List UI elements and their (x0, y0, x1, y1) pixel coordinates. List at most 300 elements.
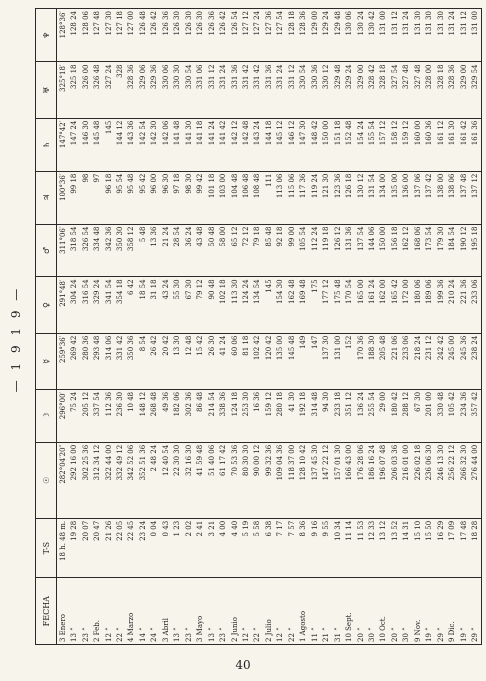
table-cell: 141 18 (194, 118, 205, 171)
table-row (172, 9, 183, 644)
table-cell: 70 53 36 (229, 442, 240, 518)
table-cell: 177 12 (320, 277, 331, 333)
table-cell: 175 48 (332, 277, 343, 333)
table-cell: 352 51 36 (137, 442, 148, 518)
table-cell: 99 42 (194, 171, 205, 224)
table-cell: 67 30 (412, 389, 423, 442)
table-cell: 12 40 54 (160, 442, 171, 518)
table-cell: 325 18 (68, 62, 79, 118)
table-cell: 154 30 (275, 277, 286, 333)
table-cell: 0 43 (160, 518, 171, 578)
table-cell: 18 54 (137, 277, 148, 333)
table-cell: 126 42 (149, 9, 160, 62)
table-cell: 147 24 (68, 118, 79, 171)
table-cell: 354 18 (114, 277, 125, 333)
table-cell: 22 ” (116, 627, 124, 642)
table-cell: 141 30 (183, 118, 194, 171)
table-cell: 15 42 (194, 333, 205, 389)
table-cell: 128 10 42 (298, 442, 309, 518)
table-cell: 13 36 (149, 224, 160, 277)
table-cell: 329 06 (137, 62, 148, 118)
table-cell: 20 42 (160, 333, 171, 389)
table-cell: 293 48 (91, 333, 102, 389)
table-row (91, 9, 102, 644)
table-cell: 108 48 (252, 171, 263, 224)
column-header-ts: T-S (36, 518, 57, 578)
table-cell: 276 44 00 (469, 442, 481, 518)
table-cell: 21 26 (103, 518, 114, 578)
table-cell: 137 42 (424, 171, 435, 224)
table-cell: 60 06 (229, 333, 240, 389)
year-header: — 1 9 1 9 — (9, 285, 23, 393)
table-cell: 168 06 (412, 224, 423, 277)
table-cell: 166 43 00 (343, 442, 354, 518)
table-cell: 129 00 (309, 9, 320, 62)
table-cell: 26 42 (149, 333, 160, 389)
table-cell: 126 36 (206, 9, 217, 62)
table-cell: 127 24 (252, 9, 263, 62)
table-cell: 105 54 (298, 224, 309, 277)
table-cell: 330 54 (298, 62, 309, 118)
table-cell: 126 18 (343, 171, 354, 224)
table-row (343, 9, 354, 644)
table-cell: 58 00 (217, 224, 228, 277)
table-cell: 160 00 (412, 118, 423, 171)
table-cell: 147°42′ (57, 118, 69, 171)
table-cell: 291°48′ (57, 277, 69, 333)
table-cell: 205 48 (378, 333, 389, 389)
table-cell: 26 30 (206, 333, 217, 389)
table-cell: 29 ” (471, 627, 480, 642)
table-cell: 141 24 (206, 118, 217, 171)
table-row (103, 9, 114, 644)
table-cell: 142 30 (149, 118, 160, 171)
table-row (401, 9, 412, 644)
table-cell: 113 30 (229, 277, 240, 333)
table-cell: 127 48 (91, 9, 102, 62)
table-cell: 269 42 (68, 333, 79, 389)
table-row (194, 9, 205, 644)
table-cell: 302 25 36 (80, 442, 91, 518)
table-row (137, 9, 148, 644)
table-cell: 314 48 (309, 389, 320, 442)
table-row (240, 9, 251, 644)
table-cell: 162 00 (378, 277, 389, 333)
table-cell: 13 ” (173, 627, 182, 642)
table-cell: 189 06 (424, 277, 435, 333)
table-cell: 233 18 (332, 389, 343, 442)
table-cell: 96 30 (160, 171, 171, 224)
table-cell: 13 52 (389, 518, 400, 578)
table-cell: 245 36 (458, 333, 469, 389)
table-cell: 130 06 (343, 9, 354, 62)
table-cell: 341 54 (103, 277, 114, 333)
table-cell: 325°18′ (57, 62, 69, 118)
table-row (412, 9, 423, 644)
table-cell: 12 48 (183, 333, 194, 389)
table-cell: 144 18 (263, 118, 274, 171)
table-cell: 350 36 (126, 333, 137, 389)
table-cell: 137 54 (355, 224, 366, 277)
table-cell: 238 24 (469, 333, 481, 389)
table-cell: 146 12 (286, 118, 297, 171)
table-cell: 216 01 00 (401, 442, 412, 518)
table-cell: 102 18 (217, 277, 228, 333)
table-cell: 43 48 (194, 224, 205, 277)
table-cell: 75 24 (68, 389, 79, 442)
table-cell: 162 12 (401, 224, 412, 277)
table-cell: 102 42 (252, 333, 263, 389)
table-cell: 328 36 (126, 62, 137, 118)
table-cell: 259°36′ (57, 333, 69, 389)
table-cell: 8 54 (137, 333, 148, 389)
table-cell: 24 ” (150, 627, 159, 642)
table-cell: 246 13 30 (435, 442, 446, 518)
table-cell: 137 45 30 (309, 442, 320, 518)
table-cell: 10 48 (126, 389, 137, 442)
table-cell: 96 00 (149, 171, 160, 224)
table-cell: 172 00 (401, 277, 412, 333)
table-cell: 131 00 (469, 9, 481, 62)
ephemeris-table-rotated (35, 8, 482, 645)
table-cell: 242 42 (435, 333, 446, 389)
table-cell: 137 06 (412, 171, 423, 224)
table-cell: 118 37 00 (286, 442, 297, 518)
column-header-mercury: ☿ (36, 333, 57, 389)
table-cell: 127 00 (126, 9, 137, 62)
table-cell: 128 36 (298, 9, 309, 62)
table-cell: 151 18 (332, 118, 343, 171)
table-cell: 17 48 (458, 518, 469, 578)
table-cell: 331 42 (252, 62, 263, 118)
table-cell: 170 54 (343, 277, 354, 333)
table-cell: 128 18 (286, 9, 297, 62)
table-cell: 327 48 (401, 62, 412, 118)
table-cell: 1 Agosto (299, 610, 308, 642)
table-row (149, 9, 160, 644)
table-cell: 329 24 (343, 62, 354, 118)
table-cell: 3 Mayo (196, 615, 205, 642)
table-cell: 234 36 (458, 389, 469, 442)
table-cell: 28 54 (172, 224, 183, 277)
table-cell: 129 48 (332, 9, 343, 62)
table-cell: 342 52 06 (126, 442, 137, 518)
table-cell: 23 24 (137, 518, 148, 578)
table-cell: 196 07 48 (378, 442, 389, 518)
table-cell: 137 12 (469, 171, 481, 224)
table-cell: 329 54 (469, 62, 481, 118)
table-row (378, 9, 389, 644)
table-cell: 131 36 (343, 224, 354, 277)
table-cell: 144 06 (366, 224, 377, 277)
table-cell: 350 30 (114, 224, 125, 277)
table-cell: 128°36′ (57, 9, 69, 62)
table-cell: 327 54 (389, 62, 400, 118)
table-cell: 176 28 06 (355, 442, 366, 518)
table-cell: 95 42 (137, 171, 148, 224)
table-cell: 182 06 (172, 389, 183, 442)
table-cell: 158 12 (389, 118, 400, 171)
table-cell: 14 31 (401, 518, 412, 578)
table-cell: 268 48 (149, 389, 160, 442)
table-cell: 329 00 (355, 62, 366, 118)
table-cell: 255 54 (366, 389, 377, 442)
table-body (57, 9, 482, 644)
column-header-venus: ♀ (36, 277, 57, 333)
table-cell: 179 30 (435, 224, 446, 277)
table-cell: 331 06 (194, 62, 205, 118)
table-cell: 155 54 (366, 118, 377, 171)
table-cell: 128 24 (68, 9, 79, 62)
table-cell: 134 00 (378, 171, 389, 224)
table-cell: 126 48 (137, 9, 148, 62)
table-cell: 136 24 (355, 389, 366, 442)
table-cell: 144 12 (114, 118, 125, 171)
table-cell: 126 30 (172, 9, 183, 62)
column-header-fecha: FECHA (36, 578, 57, 644)
table-cell: 5 48 (137, 224, 148, 277)
table-cell: 21 24 (160, 224, 171, 277)
table-cell: 326 00 (80, 62, 91, 118)
table-row (435, 9, 446, 644)
table-cell: 41 30 (286, 389, 297, 442)
table-cell: 13 12 (378, 518, 389, 578)
table-cell: 5 58 (252, 518, 263, 578)
table-row (389, 9, 400, 644)
table-cell: 131 30 (412, 9, 423, 62)
table-cell: 16 29 (435, 518, 446, 578)
table-cell: 15 10 (412, 518, 423, 578)
table-cell: 2 48 24 (149, 442, 160, 518)
table-cell: 311°06′ (57, 224, 69, 277)
table-cell: 12 ” (276, 627, 285, 642)
table-cell: 124 18 (229, 389, 240, 442)
table-cell: 23 ” (184, 627, 193, 642)
table-cell: 173 54 (424, 224, 435, 277)
table-cell: 30 ” (402, 627, 411, 642)
table-cell: 327 24 (103, 62, 114, 118)
table-row (286, 9, 297, 644)
table-cell: 329 00 (458, 62, 469, 118)
table-cell: 14 ” (138, 627, 147, 642)
table-cell: 201 00 (424, 389, 435, 442)
table-cell: 147 30 (298, 118, 309, 171)
table-cell: 150 00 (378, 224, 389, 277)
table-cell: 9 Nov. (413, 619, 422, 642)
table-cell: 111 (263, 171, 274, 224)
table-row (217, 9, 228, 644)
table-row (160, 9, 171, 644)
table-cell: 161 12 (435, 118, 446, 171)
table-row (298, 9, 309, 644)
table-cell: 342 36 (103, 224, 114, 277)
table-cell: 131 30 (424, 9, 435, 62)
table-cell: 318 54 (68, 224, 79, 277)
table-cell: 90 00 12 (252, 442, 263, 518)
table-cell: 9 16 (309, 518, 320, 578)
table-cell: 8 36 (298, 518, 309, 578)
table-cell: 119 24 (309, 171, 320, 224)
column-header-saturn: ♄ (36, 118, 57, 171)
table-row (309, 9, 320, 644)
table-cell: 19 ” (459, 627, 468, 642)
table-row (446, 9, 457, 644)
table-cell: 20 07 (80, 518, 91, 578)
table-cell: 326 48 (91, 62, 102, 118)
table-cell: 161 24 (366, 277, 377, 333)
table-cell: 50 48 (206, 224, 217, 277)
table-cell: 11 14 (343, 518, 354, 578)
table-cell: 112 24 (309, 224, 320, 277)
table-cell: 186 16 24 (366, 442, 377, 518)
table-cell: 19 28 (68, 518, 79, 578)
table-cell: 0 04 (149, 518, 160, 578)
table-cell: 109 04 36 (275, 442, 286, 518)
table-cell: 206 03 36 (389, 442, 400, 518)
table-cell: 331 12 (206, 62, 217, 118)
table-cell: 12 ” (241, 627, 250, 642)
table-cell: 146 30 (80, 118, 91, 171)
table-cell: 105 42 (446, 389, 457, 442)
table-cell: 190 12 (458, 224, 469, 277)
column-header-sun: ☉ (36, 442, 57, 518)
table-cell: 149 (298, 333, 309, 389)
table-cell: 329 36 (149, 62, 160, 118)
table-cell: 98 30 (183, 171, 194, 224)
table-cell: 329 24 (91, 277, 102, 333)
table-cell: 327 48 (412, 62, 423, 118)
table-cell: 2 41 (194, 518, 205, 578)
table-cell: 165 42 (389, 277, 400, 333)
table-cell: 119 18 (320, 224, 331, 277)
table-cell: 161 36 (469, 118, 481, 171)
table-cell: 142 06 (160, 118, 171, 171)
table-cell: 22 05 (114, 518, 125, 578)
table-cell: 131 00 (378, 9, 389, 62)
table-cell: 148 42 (309, 118, 320, 171)
table-row (57, 9, 69, 644)
table-cell: 20 ” (356, 627, 365, 642)
table-cell: 7 57 (286, 518, 297, 578)
table-cell: 159 12 (401, 118, 412, 171)
table-cell: 15 50 (424, 518, 435, 578)
table-cell: 330 06 (160, 62, 171, 118)
table-cell: 3 Enero (58, 614, 67, 642)
table-row (366, 9, 377, 644)
table-cell: 160 36 (424, 118, 435, 171)
table-cell: 266 32 30 (458, 442, 469, 518)
table-cell: 127 12 (240, 9, 251, 62)
table-cell: 9 Dic. (448, 621, 457, 642)
table-cell: 231 12 (424, 333, 435, 389)
table-cell: 90 48 (206, 277, 217, 333)
table-cell: 6 38 (263, 518, 274, 578)
table-cell: 104 48 (229, 171, 240, 224)
table-cell: 280 36 (80, 333, 91, 389)
table-cell: 41 24 (217, 333, 228, 389)
table-cell: 145 (103, 118, 114, 171)
table-cell: 147 22 12 (320, 442, 331, 518)
table-cell: 135 00 (275, 333, 286, 389)
table-cell: 20 ” (390, 627, 399, 642)
table-cell: 22 45 (126, 518, 137, 578)
table-cell: 161 30 (446, 118, 457, 171)
table-cell: 214 54 (206, 389, 217, 442)
table-cell: 195 18 (469, 224, 481, 277)
table-cell: 85 48 (263, 224, 274, 277)
table-cell: 99 18 (68, 171, 79, 224)
table-cell: 331 42 (240, 62, 251, 118)
table-cell: 2 Feb. (93, 619, 102, 642)
table-cell: 99 00 (286, 224, 297, 277)
table-cell: 330 36 (309, 62, 320, 118)
table-cell: 41 59 48 (194, 442, 205, 518)
table-cell: 152 48 (343, 118, 354, 171)
table-cell: 326 54 (80, 224, 91, 277)
table-cell: 131 54 (366, 171, 377, 224)
table-cell: 86 48 (194, 389, 205, 442)
table-cell: 147 (309, 333, 320, 389)
table-cell: 29 ” (436, 627, 445, 642)
table-row (320, 9, 331, 644)
table-cell: 22 30 30 (172, 442, 183, 518)
table-cell: 22 ” (253, 627, 262, 642)
table-cell: 124 24 (240, 277, 251, 333)
table-row (469, 9, 481, 644)
table-cell: 131 12 (458, 9, 469, 62)
table-cell: 31 18 (149, 277, 160, 333)
table-cell: 131 30 (435, 9, 446, 62)
table-cell: 51 40 06 (206, 442, 217, 518)
table-cell: 43 24 (160, 277, 171, 333)
table-cell: 11 ” (310, 627, 319, 642)
table-cell: 199 36 (435, 277, 446, 333)
table-cell: 2 02 (183, 518, 194, 578)
table-cell: 337 54 (91, 389, 102, 442)
table-cell: 99 32 36 (263, 442, 274, 518)
table-cell: 2 Junio (230, 617, 239, 642)
table-cell: 55 30 (172, 277, 183, 333)
table-cell: 13 ” (207, 627, 216, 642)
table-cell: 331 42 (114, 333, 125, 389)
table-cell: 226 02 18 (412, 442, 423, 518)
table-cell: 233 06 (401, 333, 412, 389)
table-row (458, 9, 469, 644)
table-cell: 131 24 (446, 9, 457, 62)
table-cell: 233 06 (469, 277, 481, 333)
table-cell: 358 12 (126, 224, 137, 277)
table-cell: 79 12 (194, 277, 205, 333)
table-row (252, 9, 263, 644)
table-cell: 331 36 (263, 62, 274, 118)
table-cell: 157 01 30 (332, 442, 343, 518)
table-cell: 131 24 (401, 9, 412, 62)
table-cell: 12 33 (366, 518, 377, 578)
table-cell: 322 44 00 (103, 442, 114, 518)
column-header-neptune: ♆ (36, 9, 57, 62)
table-cell: 142 54 (137, 118, 148, 171)
table-cell: 328 18 (435, 62, 446, 118)
table-cell: 16 36 (252, 389, 263, 442)
column-header-moon: ☽ (36, 389, 57, 442)
table-cell: 143 36 (126, 118, 137, 171)
column-header-mars: ♂ (36, 224, 57, 277)
table-cell: 5 19 (240, 518, 251, 578)
table-cell: 128 06 (80, 9, 91, 62)
table-cell: 145 48 (91, 118, 102, 171)
table-cell: 256 22 12 (446, 442, 457, 518)
table-cell: 221 36 (458, 277, 469, 333)
